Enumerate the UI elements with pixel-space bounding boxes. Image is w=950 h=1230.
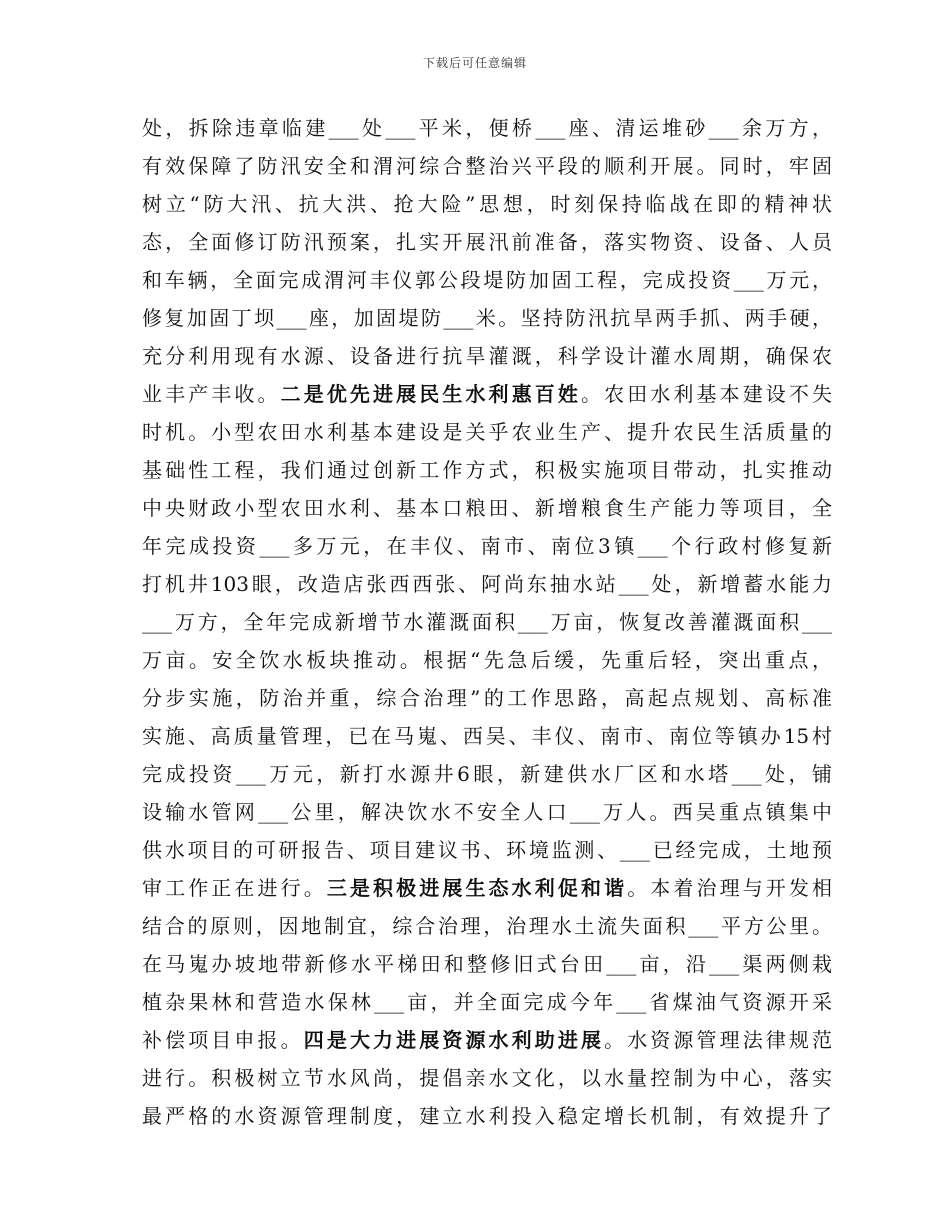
text-segment: 时机。小型农田水利基本建设是关乎农业生产、提升农民生活质量的: [142, 420, 832, 444]
text-line: [142, 641, 832, 679]
text-segment: 修复加固丁坝___座，加固堤防___米。坚持防汛抗旱两手抓、两手硬，: [142, 306, 832, 330]
text-segment: 打机井103眼，改造店张西西张、阿尚东抽水站___处，新增蓄水能力: [142, 572, 832, 596]
text-segment: 设输水管网___公里，解决饮水不安全人口___万人。西吴重点镇集中: [142, 800, 832, 824]
page-header: 下载后可任意编辑: [422, 56, 527, 70]
text-line: [142, 603, 832, 641]
text-line: [142, 945, 832, 983]
text-line: [142, 527, 832, 565]
text-line: [142, 755, 832, 793]
text-line: [142, 109, 832, 147]
text-segment: 业丰产丰收。: [142, 382, 281, 406]
text-segment: 万亩。安全饮水板块推动。根据“先急后缓，先重后轻，突出重点，: [142, 648, 832, 672]
text-line: [142, 337, 832, 375]
text-line: [142, 907, 832, 945]
text-line: [142, 793, 832, 831]
text-segment: 结合的原则，因地制宜，综合治理，治理水土流失面积___平方公里。: [142, 914, 832, 938]
text-line: [142, 451, 832, 489]
text-line: [142, 299, 832, 337]
text-segment: 进行。积极树立节水风尚，提倡亲水文化，以水量控制为中心，落实: [142, 1066, 832, 1090]
text-line: [142, 185, 832, 223]
text-line: [142, 831, 832, 869]
text-segment: 供水项目的可研报告、项目建议书、环境监测、___已经完成，土地预: [142, 838, 832, 862]
bold-heading-text: 四是大力进展资源水利助进展: [303, 1028, 605, 1052]
text-line: [142, 223, 832, 261]
bold-heading-text: 二是优先进展民生水利惠百姓: [280, 382, 581, 406]
text-segment: 审工作正在进行。: [142, 876, 327, 900]
text-segment: 补偿项目申报。: [142, 1028, 304, 1052]
text-line: [142, 147, 832, 185]
text-segment: ___万方，全年完成新增节水灌溉面积___万亩，恢复改善灌溉面积___: [142, 610, 832, 634]
text-segment: 最严格的水资源管理制度，建立水利投入稳定增长机制，有效提升了: [142, 1104, 832, 1128]
text-segment: 处，拆除违章临建___处___平米，便桥___座、清运堆砂___余万方，: [142, 116, 832, 140]
text-segment: 分步实施，防治并重，综合治理”的工作思路，高起点规划、高标准: [142, 686, 832, 710]
text-line: [142, 717, 832, 755]
text-segment: 年完成投资___多万元，在丰仪、南市、南位3镇___个行政村修复新: [142, 534, 832, 558]
body-text: [142, 109, 832, 1135]
text-segment: 。本着治理与开发相: [627, 876, 833, 900]
text-segment: 基础性工程，我们通过创新工作方式，积极实施项目带动，扎实推动: [142, 458, 832, 482]
text-line: [142, 679, 832, 717]
text-segment: 植杂果林和营造水保林___亩，并全面完成今年___省煤油气资源开采: [142, 990, 832, 1014]
text-segment: 。农田水利基本建设不失: [580, 382, 833, 406]
text-segment: 态，全面修订防汛预案，扎实开展汛前准备，落实物资、设备、人员: [142, 230, 832, 254]
text-segment: 有效保障了防汛安全和渭河综合整治兴平段的顺利开展。同时，牢固: [142, 154, 832, 178]
text-segment: 。水资源管理法律规范: [604, 1028, 833, 1052]
text-line: [142, 983, 832, 1021]
text-segment: 中央财政小型农田水利、基本口粮田、新增粮食生产能力等项目，全: [142, 496, 832, 520]
text-segment: 在马嵬办坡地带新修水平梯田和整修旧式台田___亩，沿___渠两侧栽: [142, 952, 832, 976]
text-line: [142, 413, 832, 451]
text-line: [142, 1097, 832, 1135]
text-line: [142, 489, 832, 527]
text-segment: 完成投资___万元，新打水源井6眼，新建供水厂区和水塔___处，铺: [142, 762, 832, 786]
text-segment: 和车辆，全面完成渭河丰仪郭公段堤防加固工程，完成投资___万元，: [142, 268, 832, 292]
text-line: [142, 1059, 832, 1097]
text-segment: 树立“防大汛、抗大洪、抢大险”思想，时刻保持临战在即的精神状: [142, 192, 832, 216]
text-segment: 充分利用现有水源、设备进行抗旱灌溉，科学设计灌水周期，确保农: [142, 344, 832, 368]
text-line: [142, 375, 832, 413]
text-line: [142, 869, 832, 907]
text-line: [142, 1021, 832, 1059]
text-segment: 实施、高质量管理，已在马嵬、西吴、丰仪、南市、南位等镇办15村: [142, 724, 832, 748]
text-line: [142, 261, 832, 299]
bold-heading-text: 三是积极进展生态水利促和谐: [326, 876, 628, 900]
text-line: [142, 565, 832, 603]
